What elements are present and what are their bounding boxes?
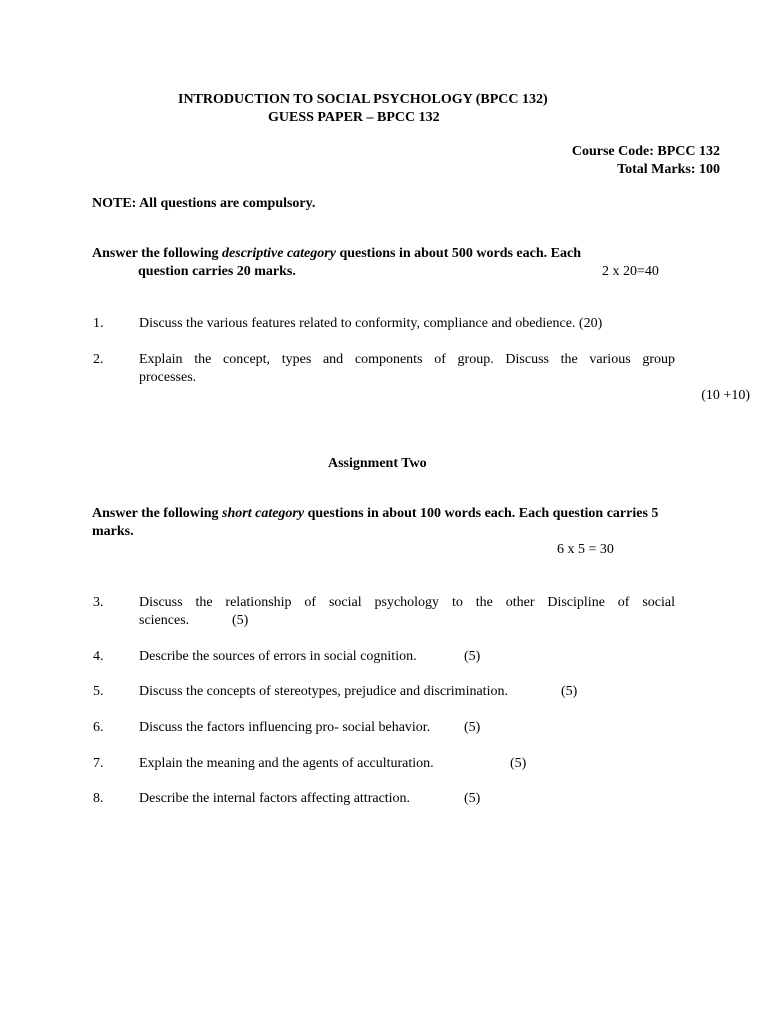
question-marks: (5) bbox=[232, 613, 249, 628]
question-number: 8. bbox=[93, 791, 104, 806]
section1-instruction-prefix: Answer the following bbox=[92, 246, 223, 261]
section1-instruction-italic: descriptive category bbox=[222, 246, 336, 261]
question-marks: (5) bbox=[464, 720, 481, 735]
question-marks: (10 +10) bbox=[701, 388, 750, 403]
question-number: 3. bbox=[93, 595, 104, 610]
total-marks: Total Marks: 100 bbox=[617, 162, 720, 177]
section1-marks-formula: 2 x 20=40 bbox=[602, 264, 659, 279]
question-marks: (5) bbox=[561, 684, 578, 699]
document-subtitle: GUESS PAPER – BPCC 132 bbox=[268, 110, 440, 125]
question-number: 5. bbox=[93, 684, 104, 699]
section2-instruction-italic: short category bbox=[222, 506, 305, 521]
question-text-line2: sciences. bbox=[139, 613, 190, 628]
question-text: Discuss the factors influencing pro- social behavior. bbox=[139, 720, 431, 735]
section1-instruction-suffix: questions in about 500 words each. Each bbox=[335, 246, 581, 261]
section2-instruction-prefix: Answer the following bbox=[92, 506, 223, 521]
question-marks: (5) bbox=[464, 791, 481, 806]
question-text-line1: Discuss the relationship of social psychology to the other Discipline of social bbox=[139, 595, 675, 610]
question-number: 4. bbox=[93, 649, 104, 664]
question-text-line1: Explain the concept, types and components of group. Discuss the various group bbox=[139, 352, 675, 367]
question-number: 6. bbox=[93, 720, 104, 735]
section2-instruction-line2: marks. bbox=[92, 524, 134, 539]
document-title: INTRODUCTION TO SOCIAL PSYCHOLOGY (BPCC 132) bbox=[178, 92, 548, 107]
question-number: 2. bbox=[93, 352, 104, 367]
question-marks: (5) bbox=[510, 756, 527, 771]
section2-instruction-suffix: questions in about 100 words each. Each question carries 5 bbox=[304, 506, 659, 521]
question-text: Describe the sources of errors in social cognition. bbox=[139, 649, 417, 664]
section1-instruction-line1 bbox=[92, 245, 581, 263]
question-text: Discuss the concepts of stereotypes, prejudice and discrimination. bbox=[139, 684, 508, 699]
section1-instruction-line2: question carries 20 marks. bbox=[138, 264, 296, 279]
question-number: 1. bbox=[93, 316, 104, 331]
question-number: 7. bbox=[93, 756, 104, 771]
question-text-line2: processes. bbox=[139, 370, 197, 385]
section2-marks-formula: 6 x 5 = 30 bbox=[557, 542, 614, 557]
question-text: Explain the meaning and the agents of acculturation. bbox=[139, 756, 434, 771]
section2-instruction-line1 bbox=[92, 505, 658, 523]
course-code: Course Code: BPCC 132 bbox=[571, 144, 720, 159]
question-text: Describe the internal factors affecting attraction. bbox=[139, 791, 411, 806]
question-text: Discuss the various features related to conformity, compliance and obedience. (20) bbox=[139, 316, 603, 331]
section2-heading: Assignment Two bbox=[328, 456, 427, 471]
note-text: NOTE: All questions are compulsory. bbox=[92, 196, 316, 211]
question-marks: (5) bbox=[464, 649, 481, 664]
